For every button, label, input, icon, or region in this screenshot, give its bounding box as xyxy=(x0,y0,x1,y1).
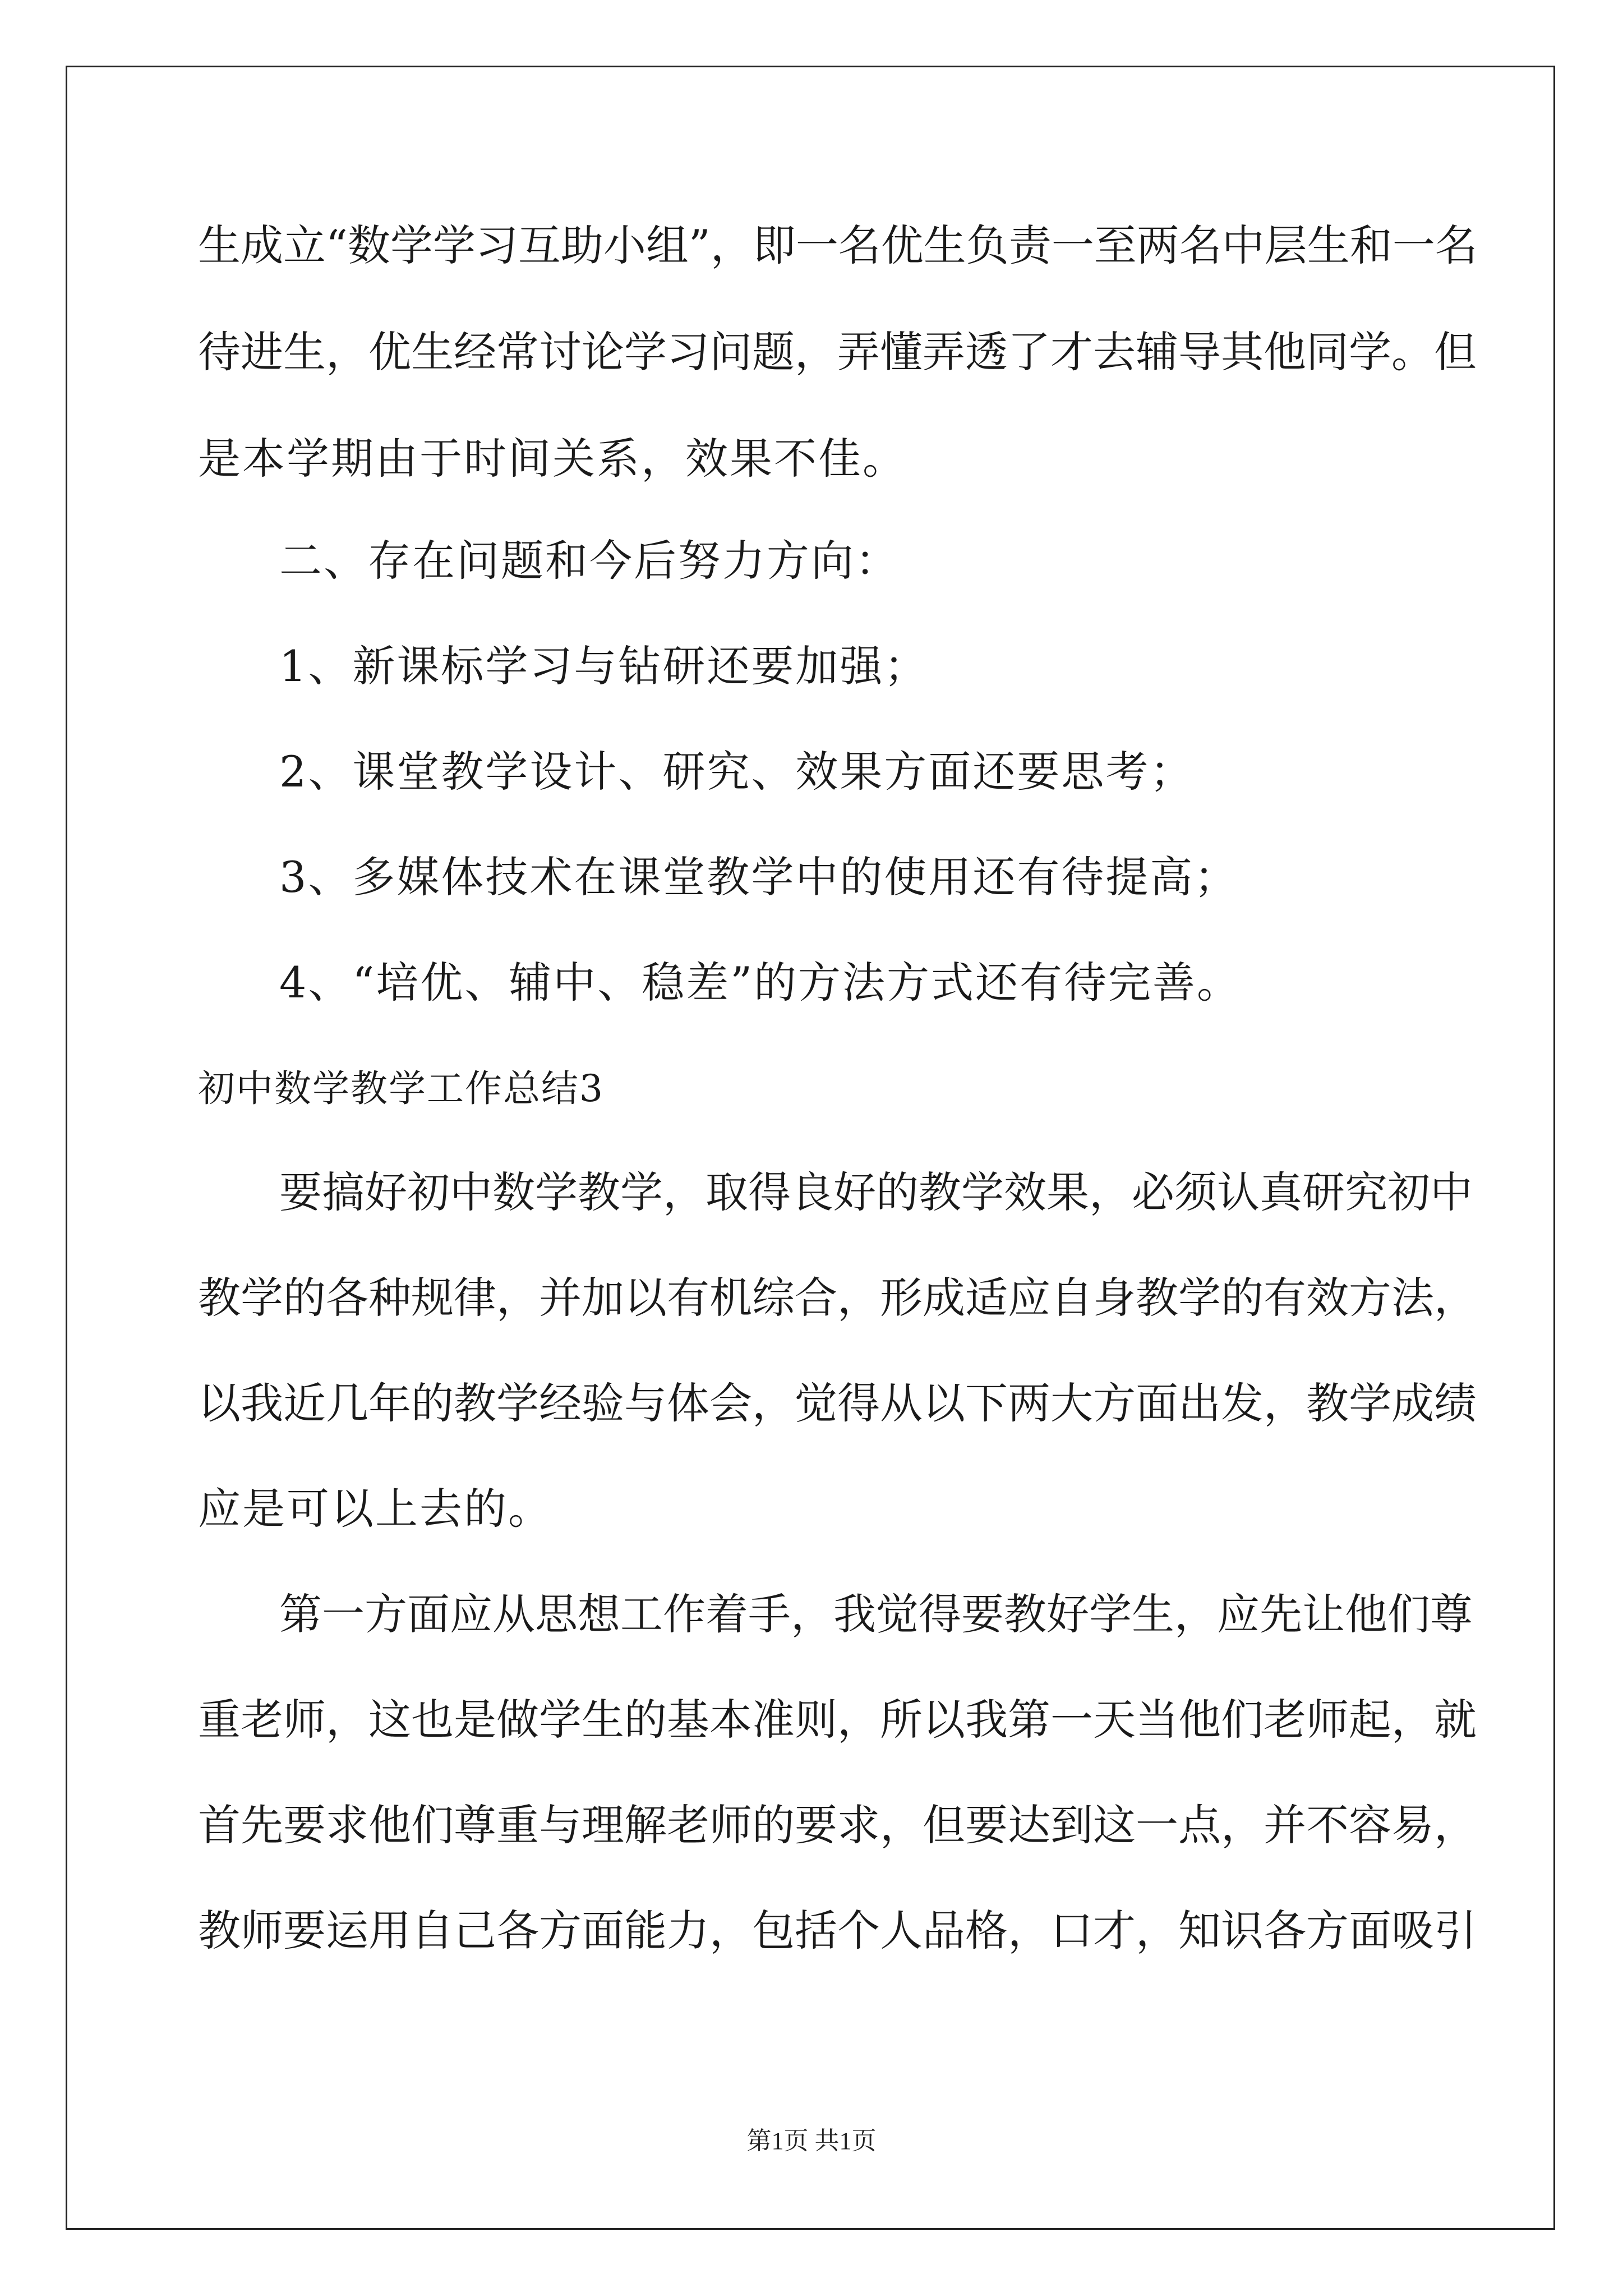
body-line: 是本学期由于时间关系，效果不佳。 xyxy=(198,434,907,484)
list-item: 4、“培优、辅中、稳差”的方法方式还有待完善。 xyxy=(279,958,1242,1007)
body-line: 待进生，优生经常讨论学习问题，弄懂弄透了才去辅导其他同学。但 xyxy=(198,327,1477,377)
body-line: 生成立“数学学习互助小组”，即一名优生负责一至两名中层生和一名 xyxy=(198,220,1478,270)
body-line: 应是可以上去的。 xyxy=(198,1484,552,1534)
body-line: 以我近几年的教学经验与体会，觉得从以下两大方面出发，教学成绩 xyxy=(198,1378,1477,1428)
body-line: 要搞好初中数学教学，取得良好的教学效果，必须认真研究初中 xyxy=(279,1167,1473,1217)
body-line: 教师要运用自己各方面能力，包括个人品格，口才，知识各方面吸引 xyxy=(198,1906,1477,1955)
list-item: 2、课堂教学设计、研究、效果方面还要思考； xyxy=(279,747,1195,797)
page-number-footer: 第1页 共1页 xyxy=(746,2127,877,2155)
body-line: 首先要求他们尊重与理解老师的要求，但要达到这一点，并不容易， xyxy=(198,1800,1477,1850)
body-line: 第一方面应从思想工作着手，我觉得要教好学生，应先让他们尊 xyxy=(279,1589,1473,1639)
body-line: 教学的各种规律，并加以有机综合，形成适应自身教学的有效方法， xyxy=(198,1273,1477,1323)
list-item: 3、多媒体技术在课堂教学中的使用还有待提高； xyxy=(279,852,1239,902)
body-line: 重老师，这也是做学生的基本准则，所以我第一天当他们老师起，就 xyxy=(198,1695,1477,1745)
list-item: 1、新课标学习与钻研还要加强； xyxy=(279,641,929,691)
section-heading: 二、存在问题和今后努力方向： xyxy=(279,536,900,586)
article-title: 初中数学教学工作总结3 xyxy=(198,1067,604,1110)
